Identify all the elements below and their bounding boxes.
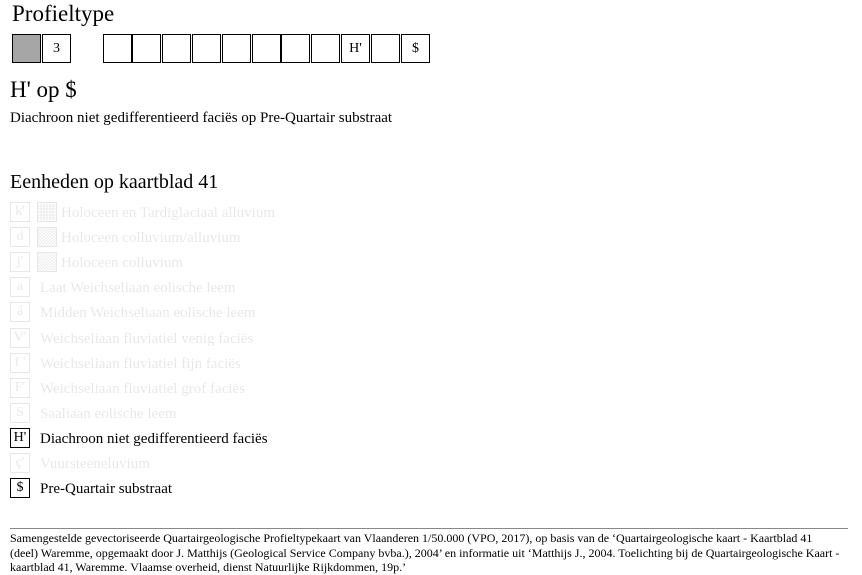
unit-code-box: f ' xyxy=(10,353,30,373)
unit-pattern-swatch xyxy=(37,202,57,222)
profile-cell xyxy=(222,34,251,63)
profile-cell xyxy=(12,34,41,63)
page-title: Profieltype xyxy=(12,1,115,26)
profile-cell xyxy=(281,34,310,63)
unit-code-box: a xyxy=(10,277,30,297)
unit-pattern-swatch xyxy=(37,227,57,247)
unit-label: Midden Weichseliaan eolische leem xyxy=(40,305,256,321)
unit-label: Holoceen colluvium xyxy=(61,255,184,271)
unit-code-box: V' xyxy=(10,328,30,348)
profile-cell: 3 xyxy=(42,34,71,63)
unit-label: Diachroon niet gedifferentieerd faciës xyxy=(40,431,268,447)
footer-divider xyxy=(10,528,848,529)
unit-code-box: F' xyxy=(10,378,30,398)
profile-cell xyxy=(103,34,132,63)
unit-pattern-swatch xyxy=(37,252,57,272)
profile-cell xyxy=(132,34,161,63)
unit-code-box: $ xyxy=(10,478,30,498)
unit-label: Holoceen en Tardiglaciaal alluvium xyxy=(61,205,276,221)
unit-code-box: H' xyxy=(10,428,30,448)
unit-label: Weichseliaan fluviatiel fijn faciës xyxy=(40,356,241,372)
unit-code-box: k' xyxy=(10,202,30,222)
source-footnote: Samengestelde gevectoriseerde Quartairgeologische Profieltypekaart van Vlaanderen 1/50.000 (VPO, 2017), op basis van de ‘Quartairgeologische kaart - Kaartblad 41 (deel) Waremme, opgemaakt door J. Matthijs (Geological Service Company bvba.), 2004’ en informatie uit ‘Matthijs J., 2004. Toelichting bij de Quartairgeologische Kaart - kaartblad 41, Waremme. Vlaamse overheid, dienst Natuurlijke Rijkdommen, 19p.’ xyxy=(10,531,840,574)
profile-cell: H' xyxy=(341,34,370,63)
unit-label: Weichseliaan fluviatiel grof faciës xyxy=(40,381,245,397)
units-heading: Eenheden op kaartblad 41 xyxy=(10,171,219,193)
unit-code-box: j' xyxy=(10,252,30,272)
unit-label: Vuursteeneluvium xyxy=(40,456,150,472)
profile-cell: $ xyxy=(401,34,430,63)
profile-cell xyxy=(311,34,340,63)
profile-cell xyxy=(252,34,281,63)
unit-label: Saaliaan eolische leem xyxy=(40,406,177,422)
unit-label: Weichseliaan fluviatiel venig faciës xyxy=(40,331,254,347)
unit-label: Laat Weichseliaan eolische leem xyxy=(40,280,236,296)
unit-label: Pre-Quartair substraat xyxy=(40,481,173,497)
selected-profile-code: H' op $ xyxy=(10,77,77,102)
profile-cell xyxy=(371,34,400,63)
unit-code-box: d xyxy=(10,227,30,247)
profile-cell xyxy=(162,34,191,63)
unit-label: Holoceen colluvium/alluvium xyxy=(61,230,241,246)
unit-code-box: S xyxy=(10,403,30,423)
profile-cell xyxy=(192,34,221,63)
unit-code-box: ç' xyxy=(10,453,30,473)
unit-code-box: á xyxy=(10,302,30,322)
selected-profile-description: Diachroon niet gedifferentieerd faciës op Pre-Quartair substraat xyxy=(10,110,393,126)
